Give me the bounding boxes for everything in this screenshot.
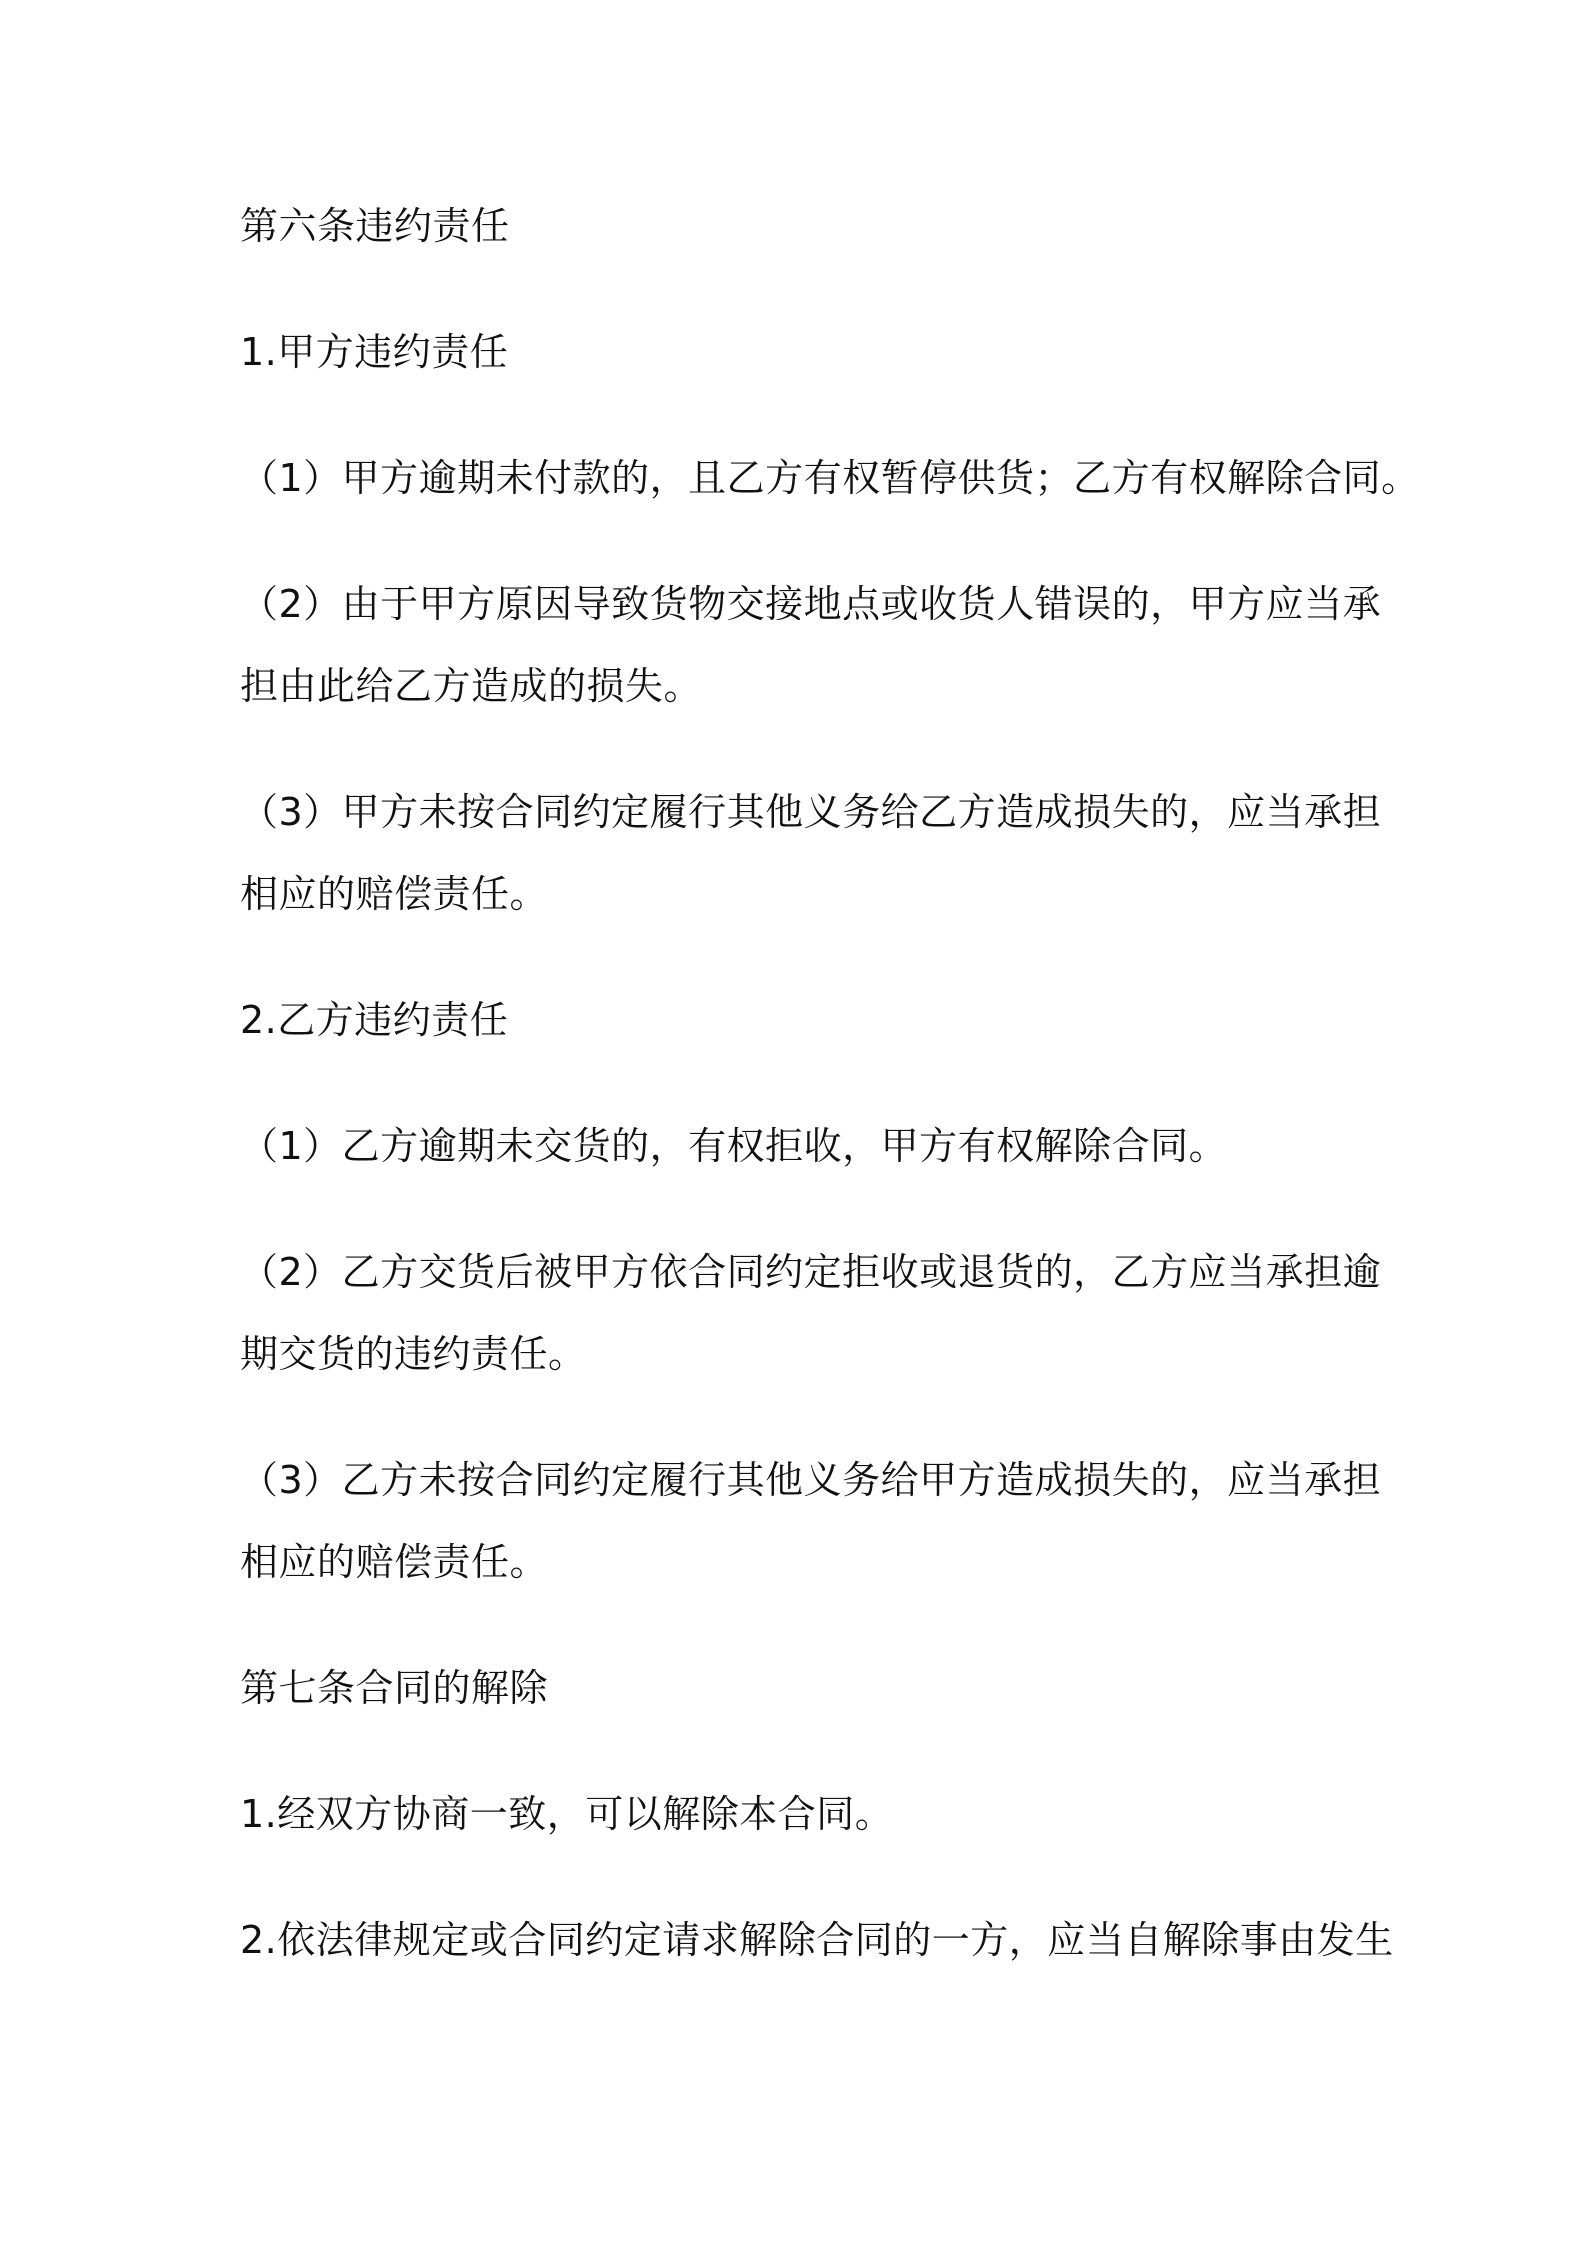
party-a-clause-3-line-1: （3）甲方未按合同约定履行其他义务给乙方造成损失的，应当承担: [240, 790, 1382, 834]
article-six-heading: 第六条违约责任: [240, 204, 510, 248]
termination-clause-2-line-1: 2.依法律规定或合同约定请求解除合同的一方，应当自解除事由发生: [240, 1918, 1394, 1962]
party-b-clause-3-line-2: 相应的赔偿责任。: [240, 1540, 549, 1584]
termination-clause-1: 1.经双方协商一致，可以解除本合同。: [240, 1792, 894, 1836]
party-b-liability-heading: 2.乙方违约责任: [240, 998, 509, 1042]
article-seven-heading: 第七条合同的解除: [240, 1666, 549, 1710]
party-a-clause-2-line-1: （2）由于甲方原因导致货物交接地点或收货人错误的，甲方应当承: [240, 582, 1382, 626]
party-b-clause-1: （1）乙方逾期未交货的，有权拒收，甲方有权解除合同。: [240, 1124, 1228, 1168]
party-b-clause-2-line-1: （2）乙方交货后被甲方依合同约定拒收或退货的，乙方应当承担逾: [240, 1250, 1382, 1294]
party-a-clause-2-line-2: 担由此给乙方造成的损失。: [240, 664, 703, 708]
party-a-liability-heading: 1.甲方违约责任: [240, 330, 509, 374]
party-b-clause-3-line-1: （3）乙方未按合同约定履行其他义务给甲方造成损失的，应当承担: [240, 1458, 1382, 1502]
party-b-clause-2-line-2: 期交货的违约责任。: [240, 1332, 587, 1376]
party-a-clause-3-line-2: 相应的赔偿责任。: [240, 872, 549, 916]
party-a-clause-1: （1）甲方逾期未付款的，且乙方有权暂停供货；乙方有权解除合同。: [240, 456, 1420, 500]
